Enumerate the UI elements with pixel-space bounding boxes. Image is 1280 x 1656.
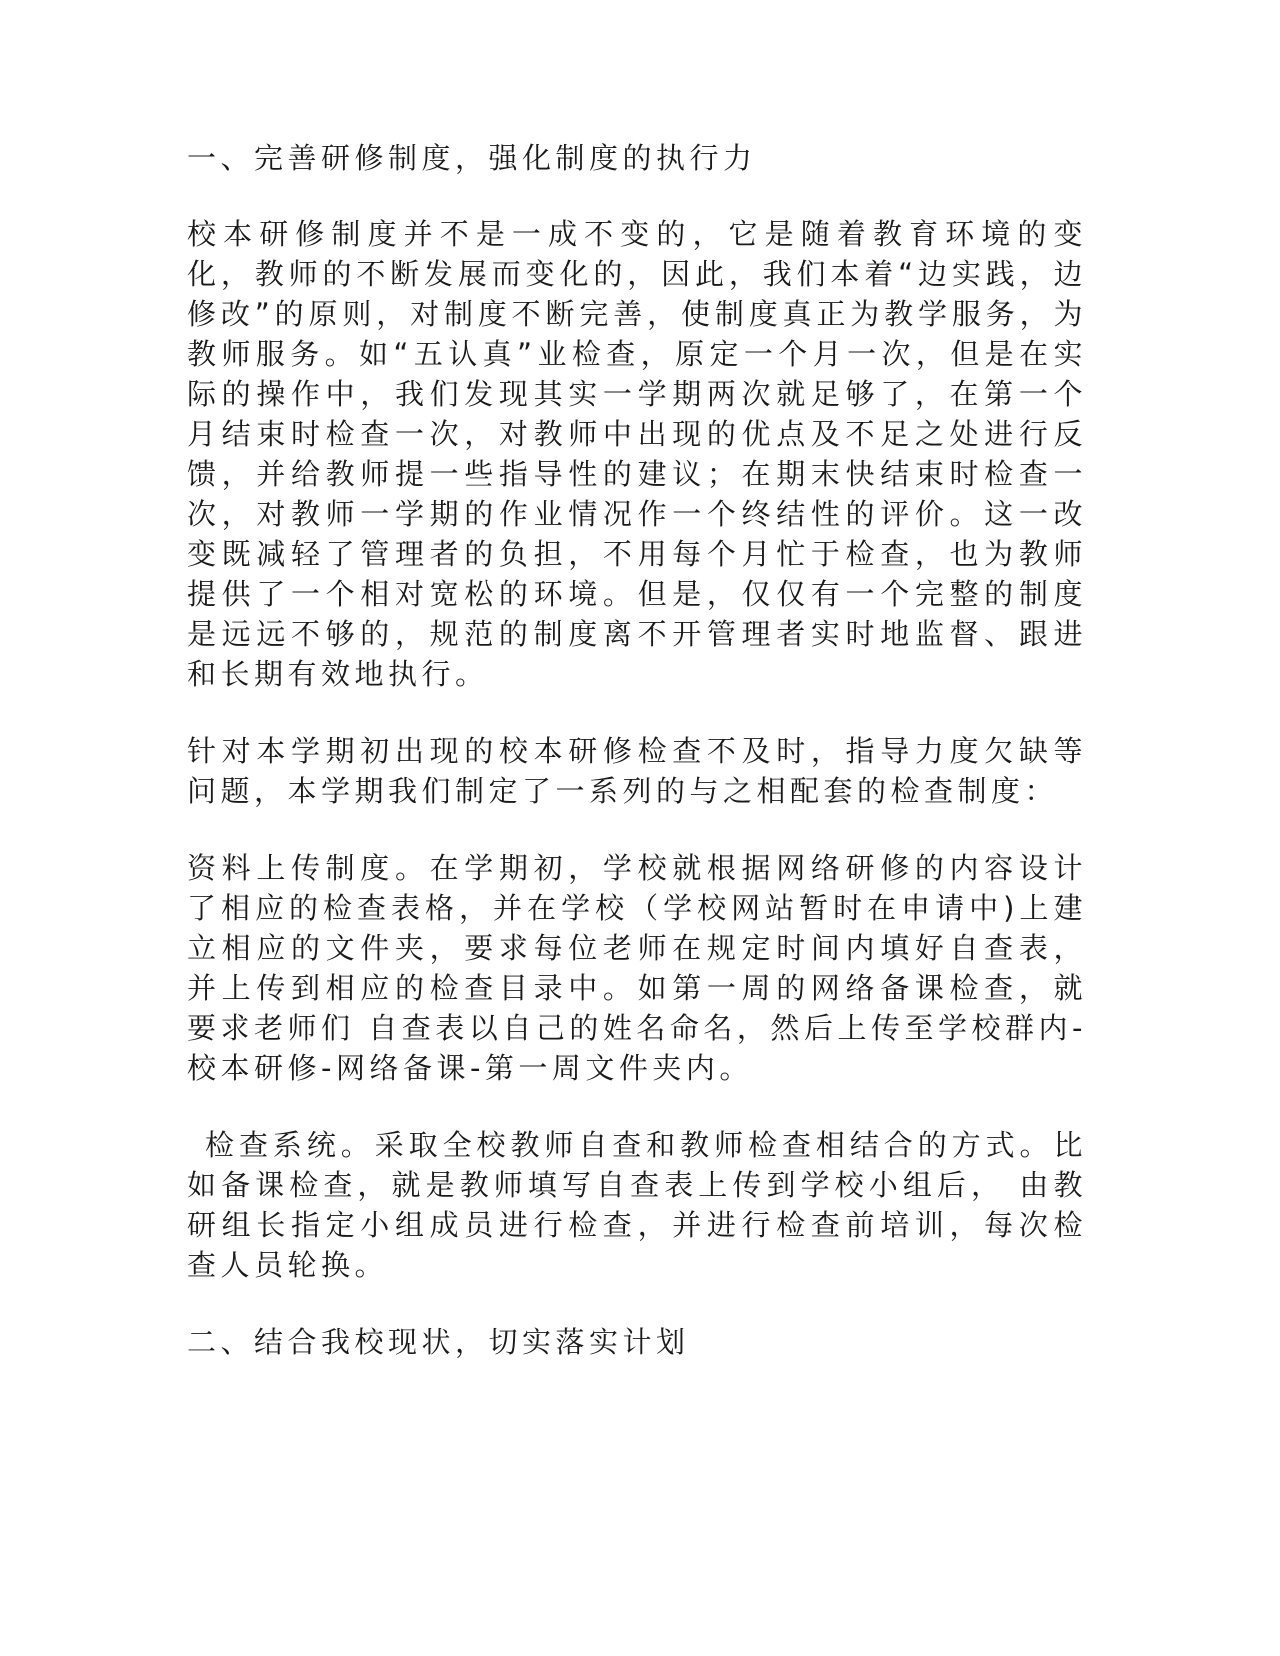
section-heading-2: 二、结合我校现状，切实落实计划 — [187, 1325, 690, 1359]
paragraph-system-revision: 校本研修制度并不是一成不变的，它是随着教育环境的变化，教师的不断发展而变化的，因此，我们本着“边实践，边修改”的原则，对制度不断完善，使制度真正为教学服务，为教师服务。如“五认真”业检查，原定一个月一次，但是在实际的操作中，我们发现其实一学期两次就足够了，在第一个月结束时检查一次，对教师中出现的优点及不足之处进行反馈，并给教师提一些指导性的建议；在期末快结束时检查一次，对教师一学期的作业情况作一个终结性的评价。这一改变既减轻了管理者的负担，不用每个月忙于检查，也为教师提供了一个相对宽松的环境。但是，仅仅有一个完整的制度是远远不够的，规范的制度离不开管理者实时地监督、跟进和长期有效地执行。 — [187, 217, 1087, 691]
paragraph-inspection-problems: 针对本学期初出现的校本研修检查不及时，指导力度欠缺等问题，本学期我们制定了一系列的与之相配套的检查制度： — [187, 734, 1087, 808]
paragraph-upload-system: 资料上传制度。在学期初，学校就根据网络研修的内容设计了相应的检查表格，并在学校（学校网站暂时在申请中)上建立相应的文件夹，要求每位老师在规定时间内填好自查表，并上传到相应的检查目录中。如第一周的网络备课检查，就要求老师们 自查表以自己的姓名命名，然后上传至学校群内-校本研修-网络备课-第一周文件夹内。 — [187, 851, 1087, 1085]
document-page — [187, 138, 1087, 1398]
section-heading-1: 一、完善研修制度，强化制度的执行力 — [187, 141, 757, 175]
paragraph-inspection-system: 检查系统。采取全校教师自查和教师检查相结合的方式。比如备课检查，就是教师填写自查表上传到学校小组后， 由教研组长指定小组成员进行检查，并进行检查前培训，每次检查人员轮换。 — [187, 1128, 1087, 1282]
